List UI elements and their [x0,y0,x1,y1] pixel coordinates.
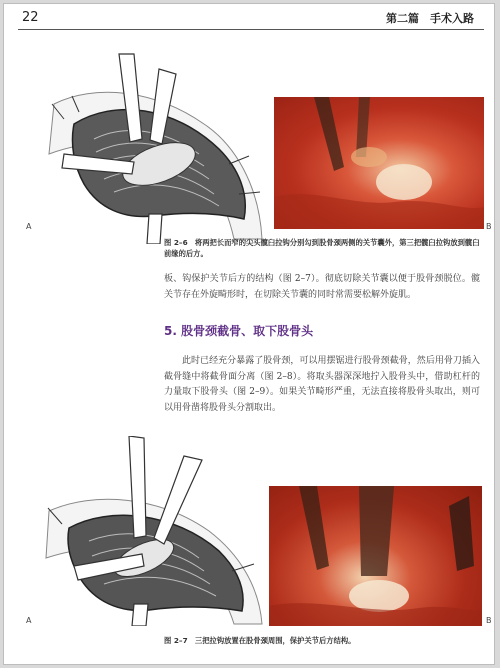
paragraph-2: 此时已经充分暴露了股骨颈，可以用摆锯进行股骨颈截骨，然后用骨刀插入截骨缝中将截骨面分离（图 2–8）。将取头器深深地拧入股骨头中，借助杠杆的力量取下股骨头（图 2–9）。如果关节畸形严重，无法直接将股骨头取出，则可以用骨凿将股骨头分割取出。 [164,356,480,413]
figure-2-6-label-b: B [486,222,492,231]
book-page [3,3,495,665]
header-rule [18,29,484,30]
figure-2-6-drawing [34,44,264,244]
figure-2-7-label-a: A [26,616,32,625]
section-heading: 5. 股骨颈截骨、取下股骨头 [164,324,314,338]
figure-2-6-caption: 图 2–6 将两把长而窄的尖头髋臼拉钩分别勾到股骨颈两侧的关节囊外，第三把髋臼拉钩放到髋臼前缘的后方。 [164,238,480,258]
page-header [4,4,494,30]
page-number: 22 [22,10,39,25]
paragraph-1: 板、钩保护关节后方的结构（图 2–7）。彻底切除关节囊以便于股骨颈脱位。髋关节存在外旋畸形时，在切除关节囊的同时常需要松解外旋肌。 [164,274,480,300]
figure-2-6-label-a: A [26,222,32,231]
figure-2-7-caption: 图 2–7 三把拉钩放置在股骨颈周围，保护关节后方结构。 [164,636,356,645]
figure-2-6-photo [274,97,484,229]
running-title: 第二篇 手术入路 [386,12,474,25]
figure-2-7-photo [269,486,482,626]
figure-2-7-label-b: B [486,616,492,625]
figure-2-7-drawing [34,436,264,626]
